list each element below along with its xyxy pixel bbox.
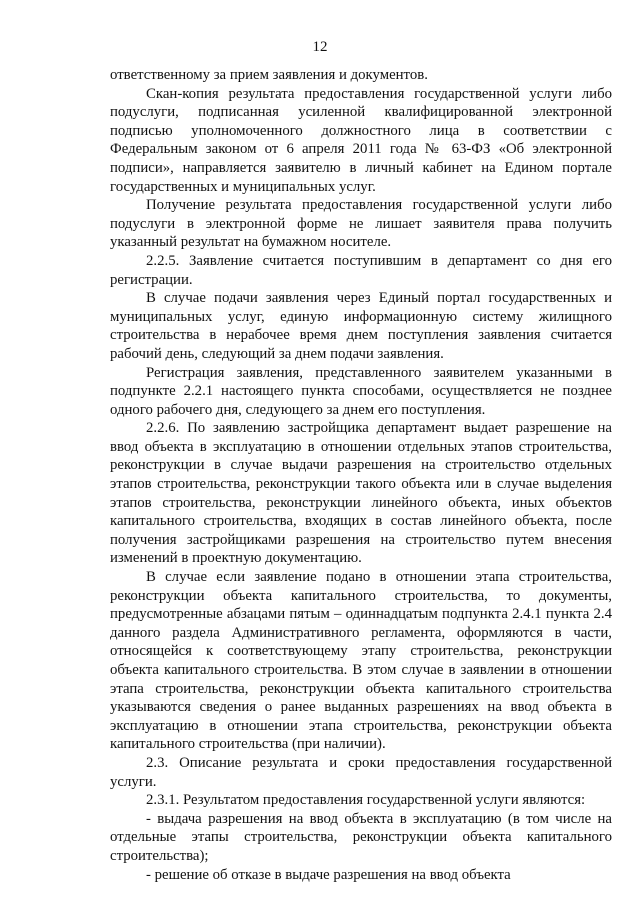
paragraph-2-3-1: 2.3.1. Результатом предоставления государственной услуги являются: xyxy=(146,792,586,809)
paragraph-continuation: ответственному за прием заявления и документов. xyxy=(110,67,428,83)
document-body xyxy=(110,66,612,884)
list-item-permit-issuance: - выдача разрешения на ввод объекта в эксплуатацию (в том числе на отдельные этапы строительства, реконструкции объекта капитального строительства); xyxy=(110,810,612,864)
paragraph-2-2-5: 2.2.5. Заявление считается поступившим в департамент со дня его регистрации. xyxy=(110,252,612,288)
paragraph-registration: Регистрация заявления, представленного заявителем указанными в подпункте 2.2.1 настоящего пункта способами, осуществляется не позднее одного рабочего дня, следующего за днем его поступления. xyxy=(110,364,612,418)
paragraph-2-3: 2.3. Описание результата и сроки предоставления государственной услуги. xyxy=(110,754,612,790)
list-item-refusal-decision: - решение об отказе в выдаче разрешения на ввод объекта xyxy=(146,866,511,883)
paragraph-portal-submission: В случае подачи заявления через Единый портал государственных и муниципальных услуг, единую информационную систему жилищного строительства в нерабочее время днем поступления заявления считается рабочий день, следующий за днем подачи заявления. xyxy=(110,290,612,362)
paragraph-stage-application: В случае если заявление подано в отношении этапа строительства, реконструкции объекта капитального строительства, то документы, предусмотренные абзацами пятым – одиннадцатым подпункта 2.4.1 пункта 2.4 данного раздела Административного регламента, оформляются в части, относящейся к соответствующему этапу строительства, реконструкции объекта капитального строительства. В этом случае в заявлении в отношении этапа строительства, реконструкции объекта капитального строительства указываются сведения о ранее выданных разрешениях на ввод объекта в эксплуатацию в отношении этапа строительства, реконструкции объекта капитального строительства (при наличии). xyxy=(110,569,612,753)
paragraph-electronic-result: Получение результата предоставления государственной услуги либо подуслуги в электронной форме не лишает заявителя права получить указанный результат на бумажном носителе. xyxy=(110,197,612,251)
page-number: 12 xyxy=(312,39,328,55)
paragraph-2-2-6: 2.2.6. По заявлению застройщика департамент выдает разрешение на ввод объекта в эксплуатацию в отношении отдельных этапов строительства, реконструкции в случае выдачи разрешения на строительство отдельных этапов строительства, реконструкции такого объекта или в случае выделения этапов строительства, реконструкции линейного объекта, иных объектов капитального строительства, входящих в состав линейного объекта, после получения застройщиками разрешения на строительство путем внесения изменений в проектную документацию. xyxy=(110,420,612,567)
paragraph-scan-copy: Скан-копия результата предоставления государственной услуги либо подуслуги, подписанная усиленной квалифицированной электронной подписью уполномоченного должностного лица в соответствии с Федеральным законом от 6 апреля 2011 года № 63-ФЗ «Об электронной подписи», направляется заявителю в личный кабинет на Едином портале государственных и муниципальных услуг. xyxy=(110,85,612,195)
